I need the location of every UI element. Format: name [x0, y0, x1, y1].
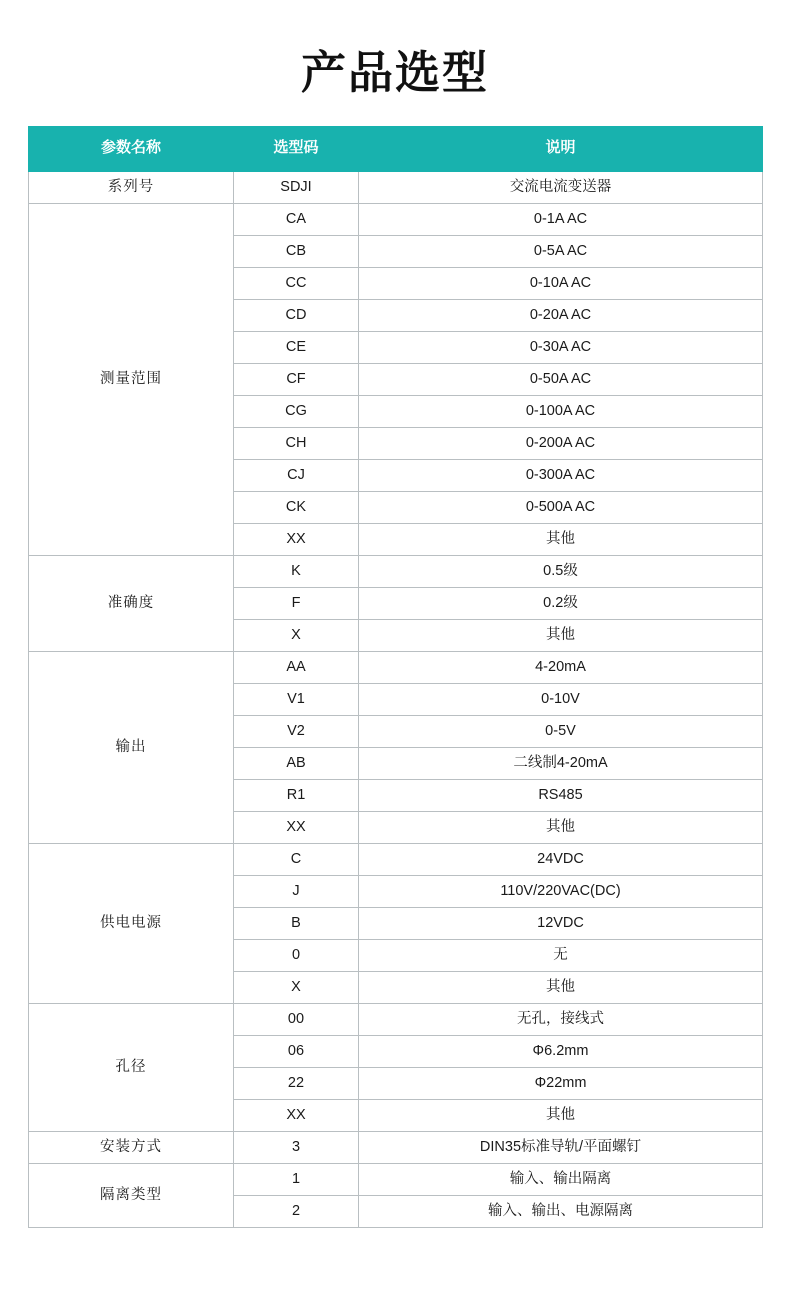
description-cell: 0-500A AC — [359, 491, 763, 523]
selection-code-cell: 1 — [234, 1163, 359, 1195]
description-cell: 0-30A AC — [359, 331, 763, 363]
selection-code-cell: CD — [234, 299, 359, 331]
table-body — [29, 171, 763, 1227]
column-header-description: 说明 — [359, 126, 763, 171]
table-row — [29, 171, 763, 203]
selection-code-cell: 0 — [234, 939, 359, 971]
selection-code-cell: C — [234, 843, 359, 875]
description-cell: 0-20A AC — [359, 299, 763, 331]
parameter-name-cell: 输出 — [29, 651, 234, 843]
selection-code-cell: CB — [234, 235, 359, 267]
selection-code-cell: AB — [234, 747, 359, 779]
selection-code-cell: X — [234, 971, 359, 1003]
description-cell: 0.5级 — [359, 555, 763, 587]
selection-code-cell: 06 — [234, 1035, 359, 1067]
table-row — [29, 1131, 763, 1163]
column-header-code: 选型码 — [234, 126, 359, 171]
description-cell: Φ6.2mm — [359, 1035, 763, 1067]
page-title: 产品选型 — [300, 46, 489, 99]
parameter-name-cell: 孔径 — [29, 1003, 234, 1131]
selection-code-cell: CA — [234, 203, 359, 235]
description-cell: 4-20mA — [359, 651, 763, 683]
table-row — [29, 651, 763, 683]
selection-code-cell: CE — [234, 331, 359, 363]
table-row — [29, 1003, 763, 1035]
selection-code-cell: J — [234, 875, 359, 907]
description-cell: 无 — [359, 939, 763, 971]
description-cell: 其他 — [359, 811, 763, 843]
selection-code-cell: 00 — [234, 1003, 359, 1035]
description-cell: 0-5V — [359, 715, 763, 747]
description-cell: 0-100A AC — [359, 395, 763, 427]
description-cell: 0-50A AC — [359, 363, 763, 395]
description-cell: 输入、输出隔离 — [359, 1163, 763, 1195]
description-cell: 其他 — [359, 619, 763, 651]
selection-code-cell: CF — [234, 363, 359, 395]
description-cell: 二线制4-20mA — [359, 747, 763, 779]
spec-table-container — [28, 126, 762, 1228]
parameter-name-cell: 隔离类型 — [29, 1163, 234, 1227]
selection-code-cell: CG — [234, 395, 359, 427]
table-row — [29, 203, 763, 235]
selection-code-cell: AA — [234, 651, 359, 683]
selection-code-cell: CJ — [234, 459, 359, 491]
description-cell: 输入、输出、电源隔离 — [359, 1195, 763, 1227]
description-cell: 0-5A AC — [359, 235, 763, 267]
selection-code-cell: CH — [234, 427, 359, 459]
description-cell: 0.2级 — [359, 587, 763, 619]
parameter-name-cell: 安装方式 — [29, 1131, 234, 1163]
selection-code-cell: XX — [234, 523, 359, 555]
description-cell: 0-10V — [359, 683, 763, 715]
description-cell: 0-1A AC — [359, 203, 763, 235]
description-cell: 其他 — [359, 523, 763, 555]
selection-code-cell: X — [234, 619, 359, 651]
description-cell: DIN35标准导轨/平面螺钉 — [359, 1131, 763, 1163]
description-cell: 无孔，接线式 — [359, 1003, 763, 1035]
selection-code-cell: SDJI — [234, 171, 359, 203]
selection-code-cell: XX — [234, 811, 359, 843]
parameter-name-cell: 供电电源 — [29, 843, 234, 1003]
table-row — [29, 555, 763, 587]
parameter-name-cell: 准确度 — [29, 555, 234, 651]
selection-code-cell: B — [234, 907, 359, 939]
selection-code-cell: V1 — [234, 683, 359, 715]
selection-code-cell: 22 — [234, 1067, 359, 1099]
description-cell: 12VDC — [359, 907, 763, 939]
selection-code-cell: K — [234, 555, 359, 587]
parameter-name-cell: 测量范围 — [29, 203, 234, 555]
description-cell: 其他 — [359, 1099, 763, 1131]
description-cell: 24VDC — [359, 843, 763, 875]
parameter-name-cell: 系列号 — [29, 171, 234, 203]
selection-code-cell: CK — [234, 491, 359, 523]
selection-code-cell: CC — [234, 267, 359, 299]
description-cell: RS485 — [359, 779, 763, 811]
selection-code-cell: 3 — [234, 1131, 359, 1163]
table-header — [29, 126, 763, 171]
selection-code-cell: 2 — [234, 1195, 359, 1227]
description-cell: 0-200A AC — [359, 427, 763, 459]
selection-code-cell: XX — [234, 1099, 359, 1131]
description-cell: 交流电流变送器 — [359, 171, 763, 203]
column-header-parameter: 参数名称 — [29, 126, 234, 171]
description-cell: 0-300A AC — [359, 459, 763, 491]
selection-code-cell: V2 — [234, 715, 359, 747]
table-header-row — [29, 126, 763, 171]
description-cell: Φ22mm — [359, 1067, 763, 1099]
description-cell: 0-10A AC — [359, 267, 763, 299]
table-row — [29, 843, 763, 875]
product-selection-table — [28, 126, 763, 1228]
table-row — [29, 1163, 763, 1195]
selection-code-cell: F — [234, 587, 359, 619]
selection-code-cell: R1 — [234, 779, 359, 811]
description-cell: 110V/220VAC(DC) — [359, 875, 763, 907]
description-cell: 其他 — [359, 971, 763, 1003]
